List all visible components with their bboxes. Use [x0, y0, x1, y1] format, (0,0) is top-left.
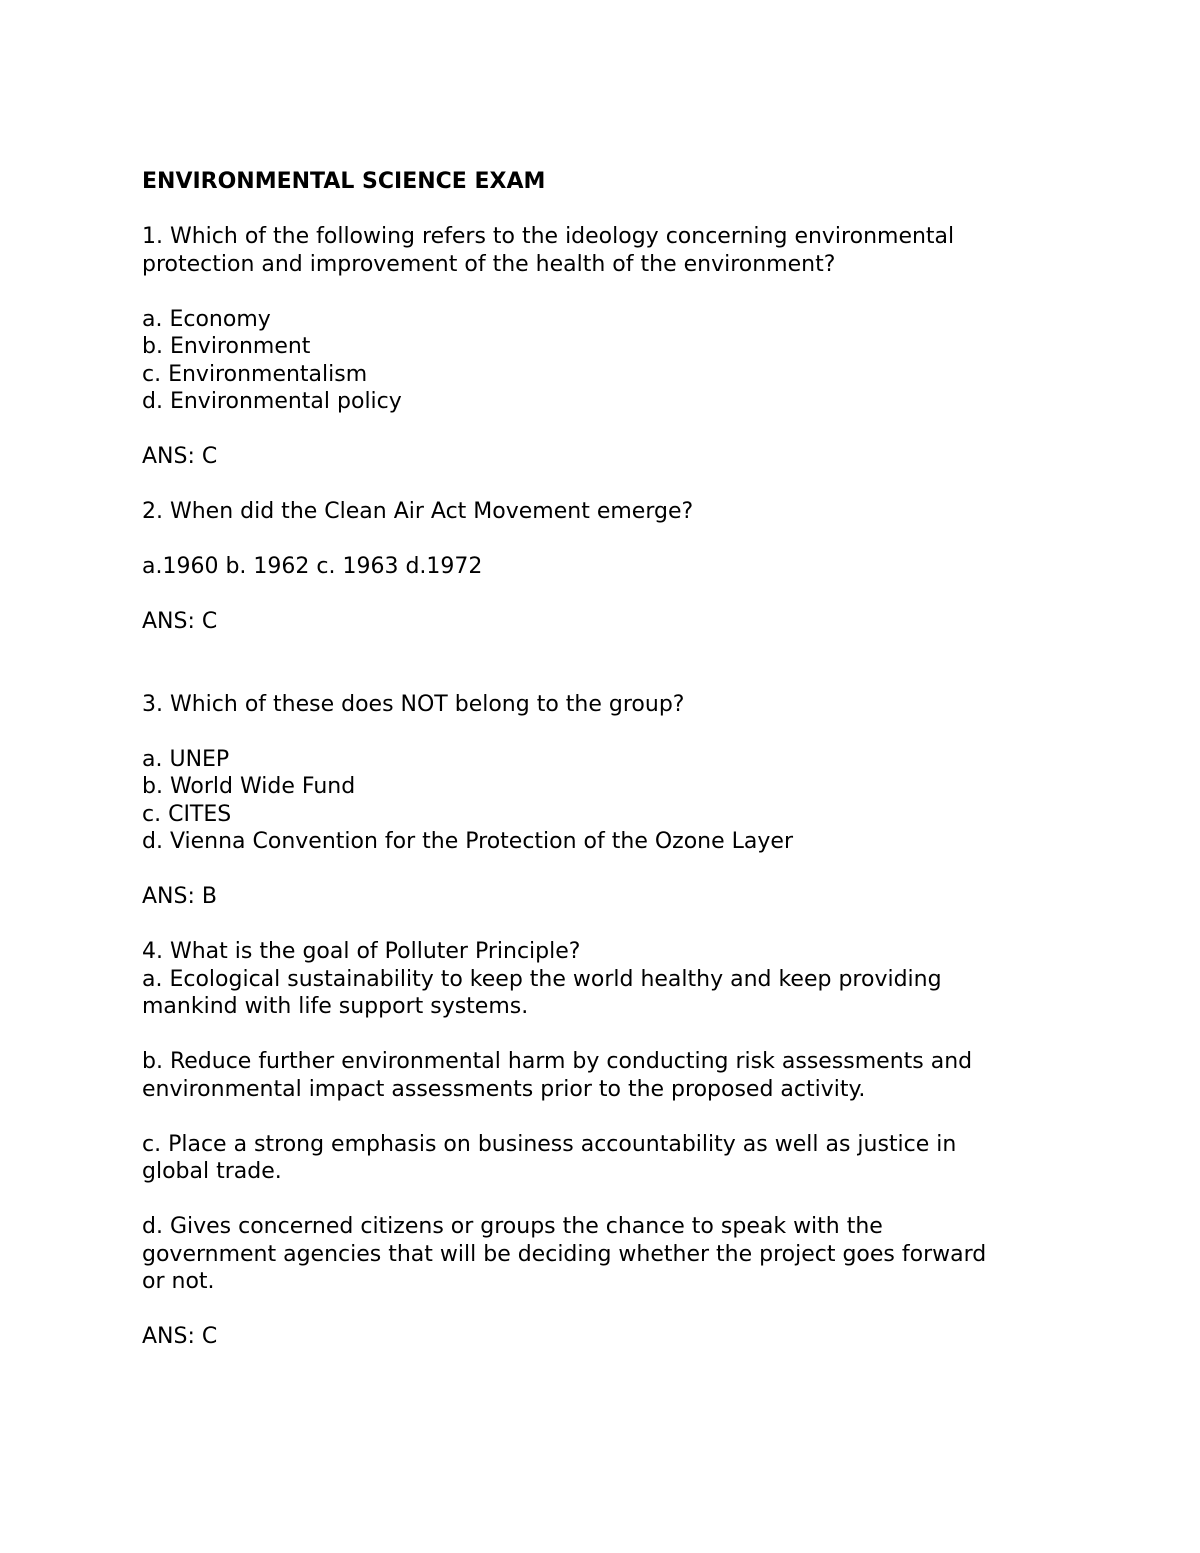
exam-title: ENVIRONMENTAL SCIENCE EXAM: [142, 169, 546, 194]
question-4-option-d-line-2: government agencies that will be deciding whether the project goes forward: [142, 1241, 987, 1267]
question-4-option-d-line-3: or not.: [142, 1269, 215, 1294]
question-4-option-c-line-1: c. Place a strong emphasis on business accountability as well as justice in: [142, 1131, 957, 1157]
question-3-option-c: c. CITES: [142, 801, 232, 827]
question-1-option-d: d. Environmental policy: [142, 389, 402, 414]
question-3-answer: ANS: B: [142, 884, 217, 909]
question-4: [142, 938, 1060, 1351]
question-2-answer: ANS: C: [142, 609, 218, 634]
question-4-option-a-line-2: mankind with life support systems.: [142, 994, 529, 1019]
question-2-text: 2. When did the Clean Air Act Movement emerge?: [142, 499, 694, 524]
question-1-answer: ANS: C: [142, 444, 218, 469]
question-4-option-c-line-2: global trade.: [142, 1159, 282, 1184]
question-3-option-d: d. Vienna Convention for the Protection of the Ozone Layer: [142, 829, 793, 854]
question-3-text: 3. Which of these does NOT belong to the group?: [142, 691, 685, 717]
question-1: [142, 223, 1060, 471]
question-4-option-d-line-1: d. Gives concerned citizens or groups the chance to speak with the: [142, 1214, 883, 1239]
question-4-option-a-line-1: a. Ecological sustainability to keep the world healthy and keep providing: [142, 966, 942, 992]
question-1-option-a: a. Economy: [142, 306, 271, 332]
question-4-option-b-line-2: environmental impact assessments prior to the proposed activity.: [142, 1076, 866, 1102]
question-1-text-line-2: protection and improvement of the health of the environment?: [142, 251, 836, 277]
question-2: [142, 498, 1060, 636]
question-2-options: a.1960 b. 1962 c. 1963 d.1972: [142, 554, 483, 579]
question-1-option-b: b. Environment: [142, 334, 311, 359]
question-3: [142, 691, 1060, 911]
question-4-answer: ANS: C: [142, 1324, 218, 1349]
question-1-text-line-1: 1. Which of the following refers to the ideology concerning environmental: [142, 224, 955, 249]
question-3-option-a: a. UNEP: [142, 746, 230, 772]
question-3-option-b: b. World Wide Fund: [142, 774, 356, 799]
question-1-option-c: c. Environmentalism: [142, 361, 368, 387]
question-4-option-b-line-1: b. Reduce further environmental harm by conducting risk assessments and: [142, 1049, 973, 1074]
question-4-text: 4. What is the goal of Polluter Principle?: [142, 939, 581, 964]
